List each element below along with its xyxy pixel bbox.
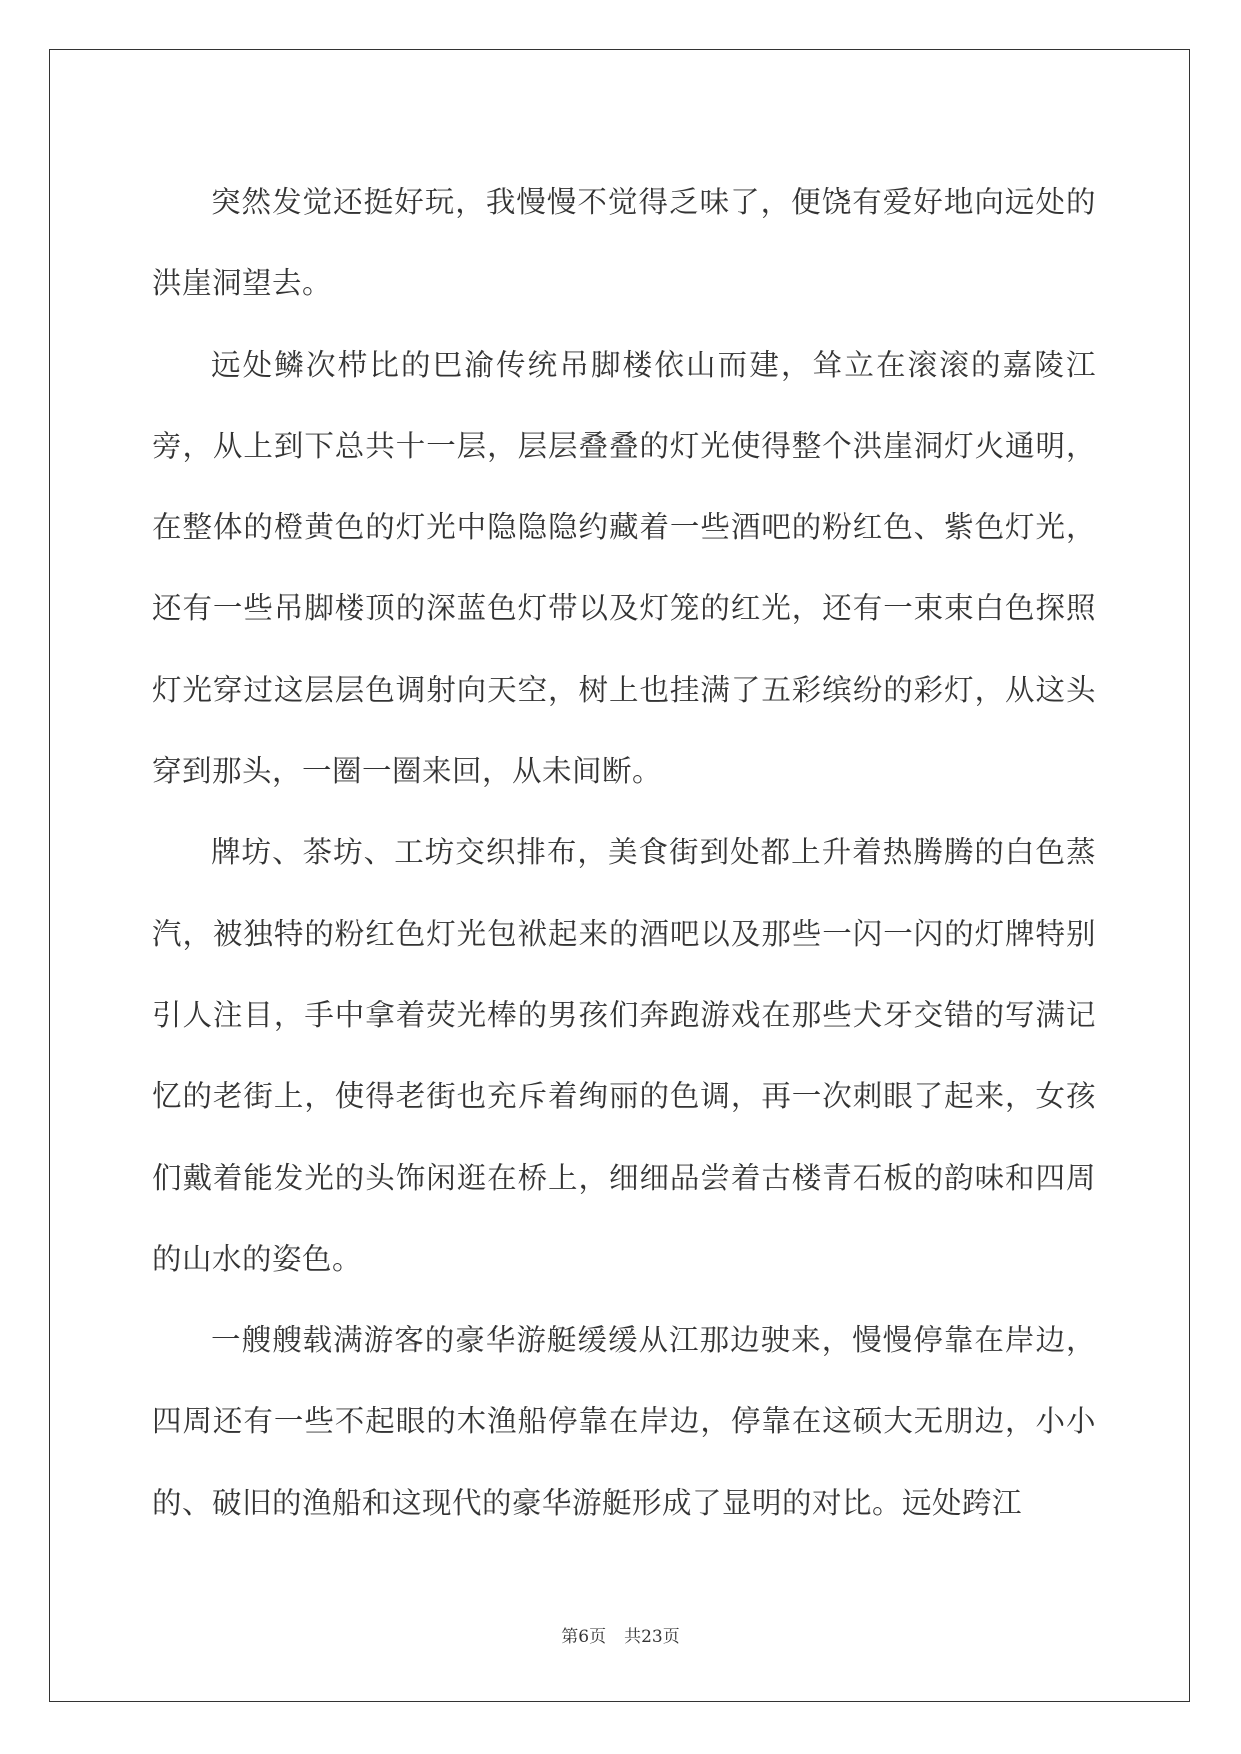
page-total: 共23页 [624,1627,680,1647]
paragraph-1: 突然发觉还挺好玩，我慢慢不觉得乏味了，便饶有爱好地向远处的洪崖洞望去。 [152,185,1096,301]
document-body [152,162,1096,1544]
paragraph-2: 远处鳞次栉比的巴渝传统吊脚楼依山而建，耸立在滚滚的嘉陵江旁，从上到下总共十一层，层层叠叠的灯光使得整个洪崖洞灯火通明，在整体的橙黄色的灯光中隐隐隐约藏着一些酒吧的粉红色、紫色灯光，还有一些吊脚楼顶的深蓝色灯带以及灯笼的红光，还有一束束白色探照灯光穿过这层层色调射向天空，树上也挂满了五彩缤纷的彩灯，从这头穿到那头，一圈一圈来回，从未间断。 [152,347,1096,789]
paragraph-4: 一艘艘载满游客的豪华游艇缓缓从江那边驶来，慢慢停靠在岸边，四周还有一些不起眼的木渔船停靠在岸边，停靠在这硕大无朋边，小小的、破旧的渔船和这现代的豪华游艇形成了显明的对比。远处跨江 [152,1323,1096,1520]
paragraph-3: 牌坊、茶坊、工坊交织排布，美食街到处都上升着热腾腾的白色蒸汽，被独特的粉红色灯光包袱起来的酒吧以及那些一闪一闪的灯牌特别引人注目，手中拿着荧光棒的男孩们奔跑游戏在那些犬牙交错的写满记忆的老街上，使得老街也充斥着绚丽的色调，再一次刺眼了起来，女孩们戴着能发光的头饰闲逛在桥上，细细品尝着古楼青石板的韵味和四周的山水的姿色。 [152,835,1096,1276]
page-footer [0,1626,1241,1648]
page-number: 第6页 [561,1627,607,1647]
